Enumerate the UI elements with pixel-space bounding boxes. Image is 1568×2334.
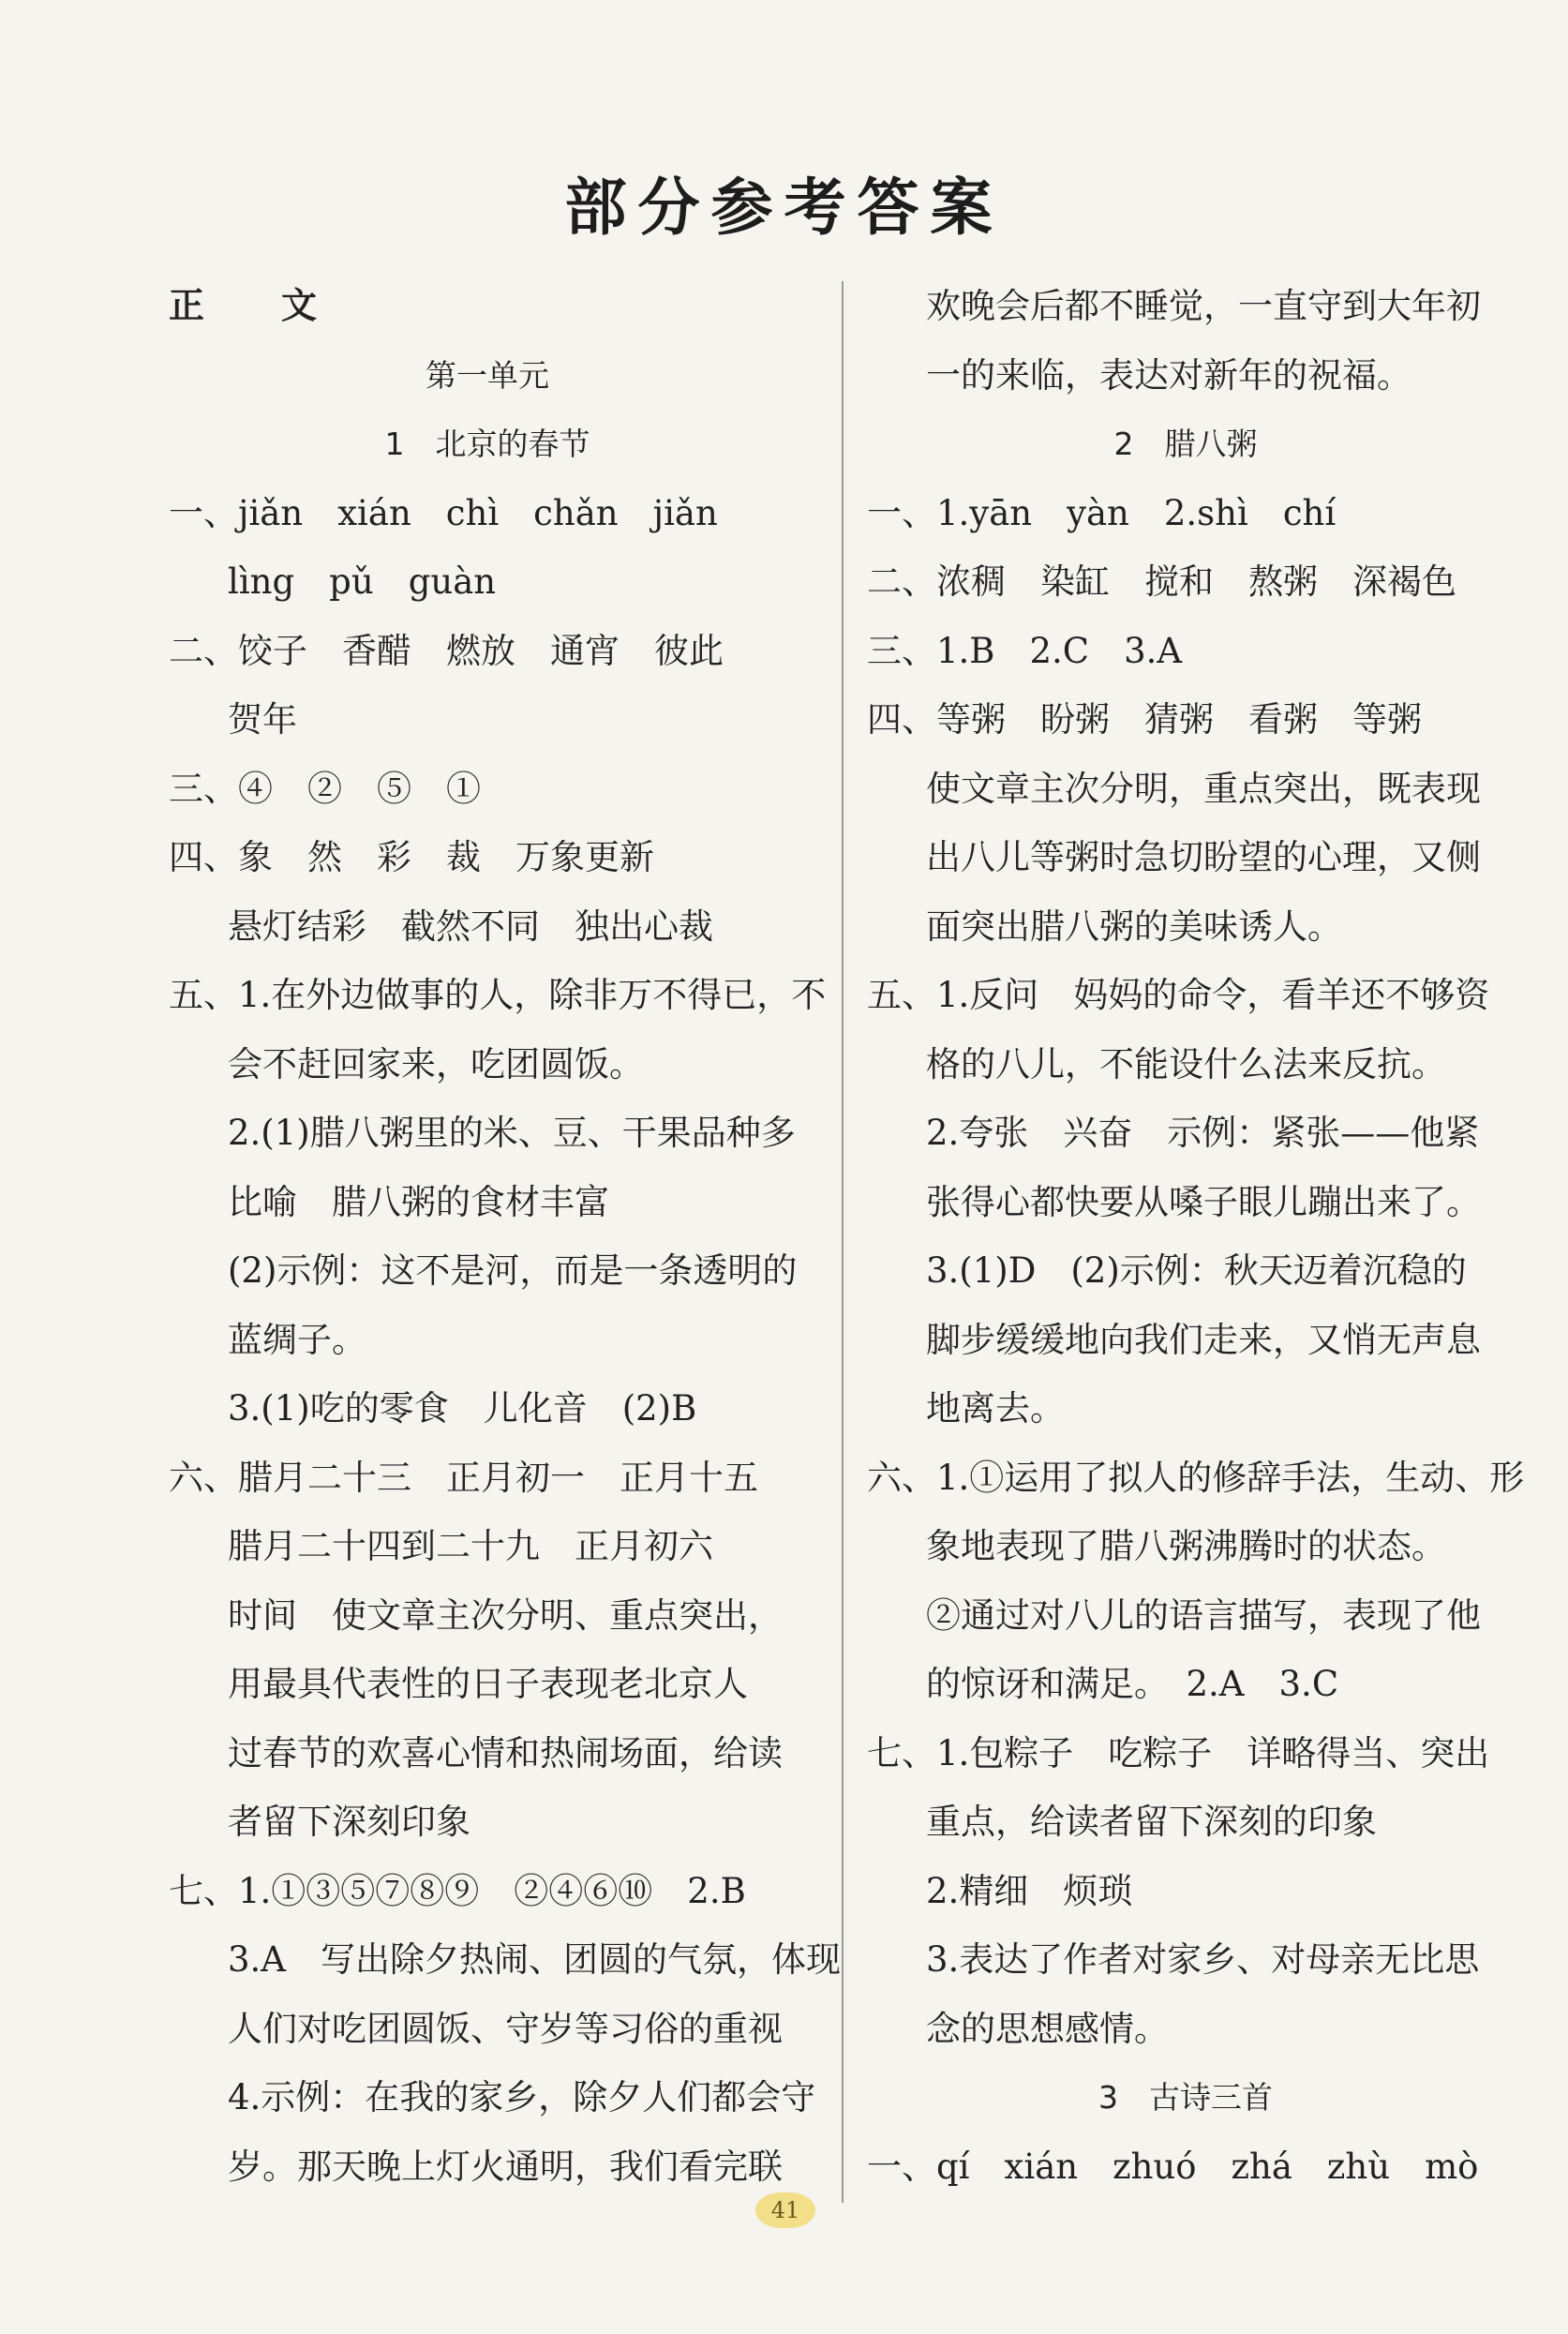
answer-line: 用最具代表性的日子表现老北京人 xyxy=(228,1664,748,1704)
left-column xyxy=(169,272,842,2201)
answer-line: 六、腊月二十三 正月初一 正月十五 xyxy=(169,1457,758,1498)
answer-line: 面突出腊八粥的美味诱人。 xyxy=(926,905,1342,947)
answer-line: 一、qí xián zhuó zhá zhù mò xyxy=(867,2146,1479,2187)
lesson-heading: 1 北京的春节 xyxy=(384,426,590,462)
answer-line: 二、饺子 香醋 燃放 通宵 彼此 xyxy=(169,630,724,671)
answer-line: 二、浓稠 染缸 搅和 熬粥 深褐色 xyxy=(867,561,1456,602)
answer-line: lìng pǔ guàn xyxy=(228,561,497,602)
lesson-heading: 3 古诗三首 xyxy=(1098,2079,1273,2116)
answer-line: 3.A 写出除夕热闹、团圆的气氛，体现 xyxy=(228,1939,842,1980)
answer-line: 3.(1)吃的零食 儿化音 (2)B xyxy=(228,1388,697,1429)
answer-line: 2.(1)腊八粥里的米、豆、干果品种多 xyxy=(228,1113,796,1153)
answer-line: 一的来临，表达对新年的祝福。 xyxy=(926,354,1411,396)
answer-line: 象地表现了腊八粥沸腾时的状态。 xyxy=(926,1526,1446,1566)
answer-line: 七、1.包粽子 吃粽子 详略得当、突出 xyxy=(867,1732,1490,1773)
column-divider xyxy=(842,281,844,2203)
answer-line: 格的八儿，不能设什么法来反抗。 xyxy=(926,1043,1446,1085)
answer-line: 念的思想感情。 xyxy=(926,2008,1169,2049)
section-heading: 正 文 xyxy=(169,285,338,326)
answer-line: 3.表达了作者对家乡、对母亲无比思 xyxy=(926,1939,1480,1980)
page-number xyxy=(755,2189,815,2232)
answer-line: 2.夸张 兴奋 示例：紧张——他紧 xyxy=(926,1113,1480,1153)
page-title: 部分参考答案 xyxy=(564,171,1004,244)
answer-line: 一、jiǎn xián chì chǎn jiǎn xyxy=(169,492,718,533)
answer-line: 三、1.B 2.C 3.A xyxy=(867,630,1183,671)
answer-line: 比喻 腊八粥的食材丰富 xyxy=(228,1181,609,1222)
answer-line: 七、1.①③⑤⑦⑧⑨ ②④⑥⑩ 2.B xyxy=(169,1870,746,1911)
answer-line: 使文章主次分明，重点突出，既表现 xyxy=(926,768,1481,809)
answer-line: 四、象 然 彩 裁 万象更新 xyxy=(169,837,654,877)
answer-line: 地离去。 xyxy=(926,1388,1065,1429)
answer-line: 时间 使文章主次分明、重点突出， xyxy=(228,1594,783,1636)
answer-line: 出八儿等粥时急切盼望的心理，又侧 xyxy=(926,837,1481,877)
answer-line: 张得心都快要从嗓子眼儿蹦出来了。 xyxy=(926,1181,1481,1222)
answer-line: 腊月二十四到二十九 正月初六 xyxy=(228,1526,713,1566)
answer-line: 蓝绸子。 xyxy=(228,1319,366,1360)
answer-line: 五、1.反问 妈妈的命令，看羊还不够资 xyxy=(867,975,1490,1015)
unit-heading: 第一单元 xyxy=(426,356,549,394)
answer-line: 过春节的欢喜心情和热闹场面，给读 xyxy=(228,1732,783,1773)
answer-line: 重点，给读者留下深刻的印象 xyxy=(926,1802,1377,1842)
answer-line: 悬灯结彩 截然不同 独出心裁 xyxy=(228,905,713,947)
lesson-heading: 2 腊八粥 xyxy=(1113,426,1258,462)
answer-line: 人们对吃团圆饭、守岁等习俗的重视 xyxy=(228,2008,783,2049)
answer-line: 五、1.在外边做事的人，除非万不得已，不 xyxy=(169,975,827,1015)
answer-line: 贺年 xyxy=(228,699,297,740)
answer-line: ②通过对八儿的语言描写，表现了他 xyxy=(926,1594,1481,1636)
answer-line: (2)示例：这不是河，而是一条透明的 xyxy=(228,1250,798,1291)
answer-line: 2.精细 烦琐 xyxy=(926,1870,1133,1911)
answer-line: 会不赶回家来，吃团圆饭。 xyxy=(228,1043,644,1085)
answer-line: 六、1.①运用了拟人的修辞手法，生动、形 xyxy=(867,1457,1525,1498)
answer-line: 三、④ ② ⑤ ① xyxy=(169,768,481,809)
answer-line: 者留下深刻印象 xyxy=(228,1802,470,1842)
page-number-text: 41 xyxy=(770,2197,800,2223)
answer-line: 脚步缓缓地向我们走来，又悄无声息 xyxy=(926,1319,1481,1360)
answer-line: 3.(1)D (2)示例：秋天迈着沉稳的 xyxy=(926,1250,1467,1291)
answer-line: 4.示例：在我的家乡，除夕人们都会守 xyxy=(228,2077,816,2117)
answer-line: 欢晚会后都不睡觉，一直守到大年初 xyxy=(926,286,1481,326)
right-column xyxy=(867,272,1525,2201)
answer-line: 四、等粥 盼粥 猜粥 看粥 等粥 xyxy=(867,699,1422,740)
answer-line: 岁。那天晚上灯火通明，我们看完联 xyxy=(228,2146,783,2187)
answer-line: 的惊讶和满足。 2.A 3.C xyxy=(926,1664,1339,1704)
answer-line: 一、1.yān yàn 2.shì chí xyxy=(867,492,1337,533)
